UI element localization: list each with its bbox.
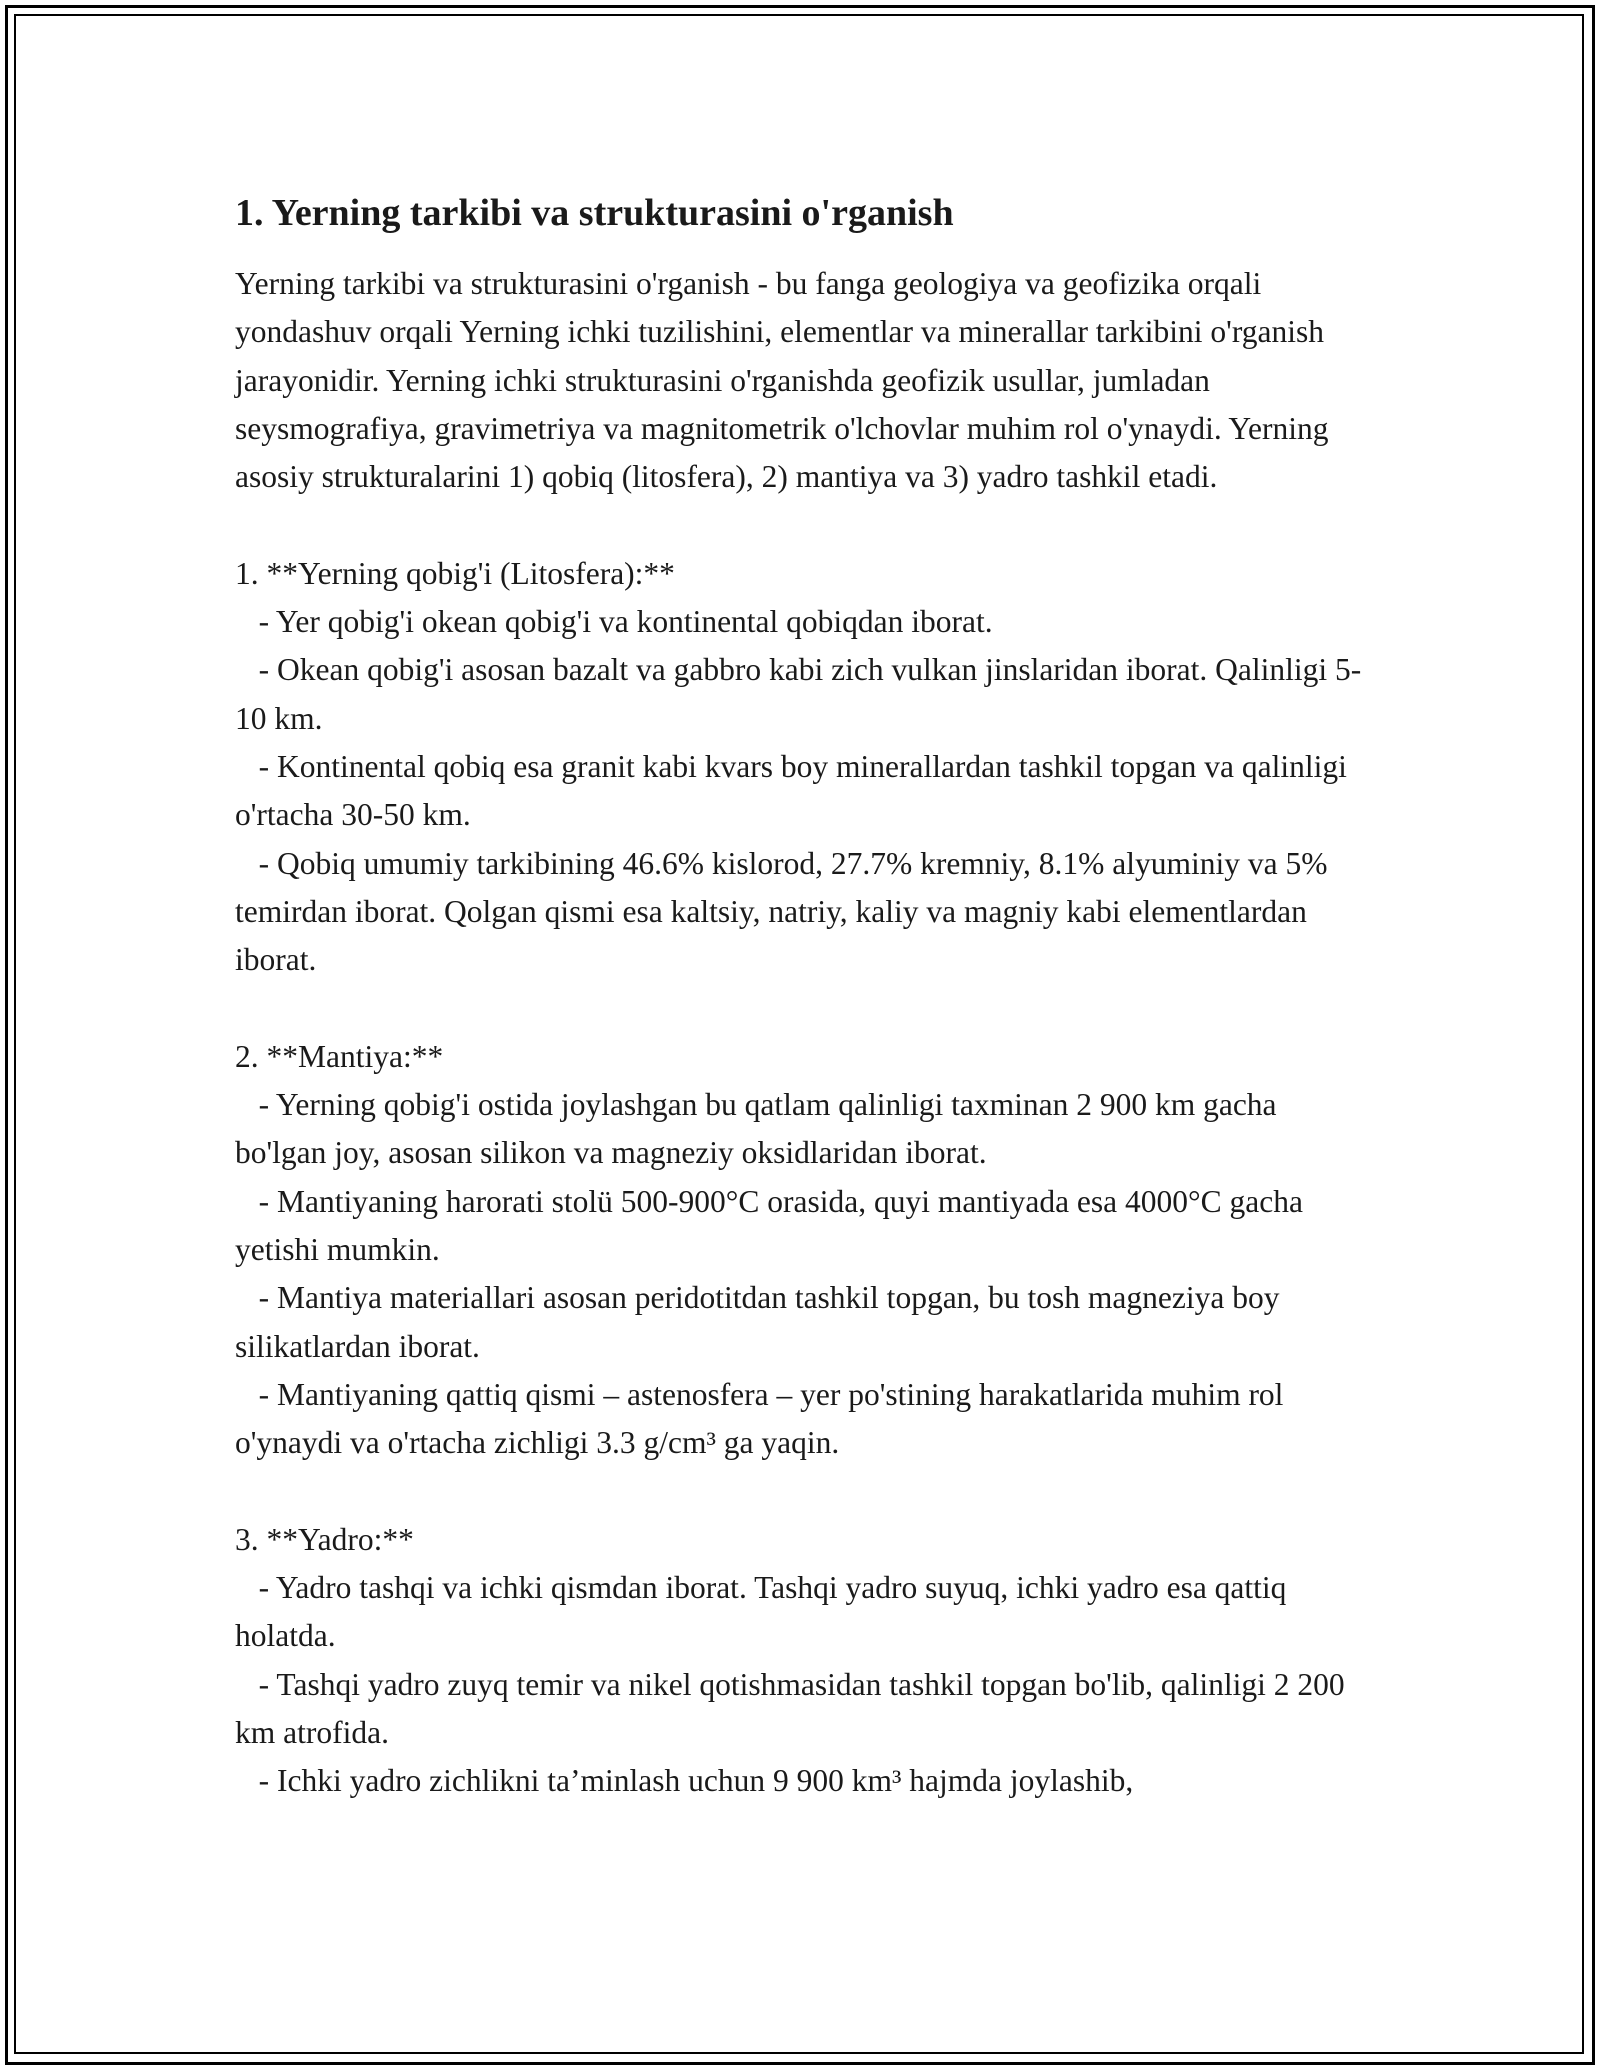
document-page <box>235 188 1375 1806</box>
document-body: Yerning tarkibi va strukturasini o'rganish - bu fanga geologiya va geofizika orqali yondashuv orqali Yerning ichki tuzilishini, elementlar va minerallar tarkibini o'rganish jarayonidir. Yerning ichki strukturasini o'rganishda geofizik usullar, jumladan seysmografiya, gravimetriya va magnitometrik o'lchovlar muhim rol o'ynaydi. Yerning asosiy strukturalarini 1) qobiq (litosfera), 2) mantiya va 3) yadro tashkil etadi. 1. **Yerning qobig'i (Litosfera):** - Yer qobig'i okean qobig'i va kontinental qobiqdan iborat. - Okean qobig'i asosan bazalt va gabbro kabi zich vulkan jinslaridan iborat. Qalinligi 5-10 km. - Kontinental qobiq esa granit kabi kvars boy minerallardan tashkil topgan va qalinligi o'rtacha 30-50 km. - Qobiq umumiy tarkibining 46.6% kislorod, 27.7% kremniy, 8.1% alyuminiy va 5% temirdan iborat. Qolgan qismi esa kaltsiy, natriy, kaliy va magniy kabi elementlardan iborat. 2. **Mantiya:** - Yerning qobig'i ostida joylashgan bu qatlam qalinligi taxminan 2 900 km gacha bo'lgan joy, asosan silikon va magneziy oksidlaridan iborat. - Mantiyaning harorati stolü 500-900°C orasida, quyi mantiyada esa 4000°C gacha yetishi mumkin. - Mantiya materiallari asosan peridotitdan tashkil topgan, bu tosh magneziya boy silikatlardan iborat. - Mantiyaning qattiq qismi – astenosfera – yer po'stining harakatlarida muhim rol o'ynaydi va o'rtacha zichligi 3.3 g/cm³ ga yaqin. 3. **Yadro:** - Yadro tashqi va ichki qismdan iborat. Tashqi yadro suyuq, ichki yadro esa qattiq holatda. - Tashqi yadro zuyq temir va nikel qotishmasidan tashkil topgan bo'lib, qalinligi 2 200 km atrofida. - Ichki yadro zichlikni ta’minlash uchun 9 900 km³ hajmda joylashib, <box>235 266 1362 1799</box>
page-title: 1. Yerning tarkibi va strukturasini o'rganish <box>235 192 954 234</box>
